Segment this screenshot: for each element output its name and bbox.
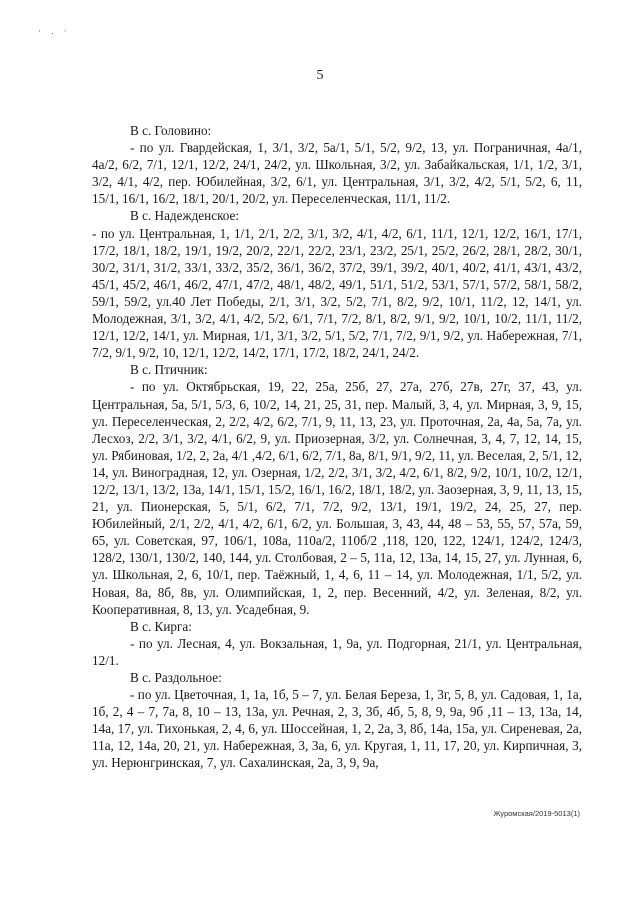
document-footer-code: Журомская/2019-5013(1) [493,809,580,818]
address-list-nadezhdenskoe: - по ул. Центральная, 1, 1/1, 2/1, 2/2, 3/1, 3/2, 4/1, 4/2, 6/1, 11/1, 12/1, 12/2, 16/1, 17/1, 17/2, 18/1, 18/2, 19/1, 19/2, 20/2, 22/1, 22/2, 23/1, 23/2, 25/1, 25/2, 26/2, 28/1, 28/2, 30/1, 30/2, 31/1, 31/2, 33/1, 33/2, 35/2, 36/1, 36/2, 37/2, 39/1, 39/2, 40/1, 40/2, 41/1, 43/1, 43/2, 45/1, 45/2, 46/1, 46/2, 47/1, 47/2, 48/1, 48/2, 49/1, 51/1, 51/2, 53/1, 57/1, 57/2, 58/1, 58/2, 59/1, 59/2, ул.40 Лет Победы, 2/1, 3/1, 3/2, 5/2, 7/1, 8/2, 9/2, 10/1, 11/2, 12, 14/1, ул. Молодежная, 3/1, 3/2, 4/1, 4/2, 5/2, 6/1, 7/1, 7/2, 8/1, 8/2, 9/1, 9/2, 10/1, 10/2, 11/1, 11/2, 12/1, 12/2, 14/1, ул. Мирная, 1/1, 3/1, 3/2, 5/1, 5/2, 7/1, 7/2, 9/1, 9/2, ул. Набережная, 7/1, 7/2, 9/1, 9/2, 10, 12/1, 12/2, 14/2, 17/1, 17/2, 18/2, 24/1, 24/2. [92,225,582,361]
scan-specks: · . · [38,26,71,36]
page-number: 5 [316,68,324,83]
document-body [92,122,582,772]
section-heading-nadezhdenskoe: В с. Надежденское: [130,208,240,224]
address-list-golovino: - по ул. Гвардейская, 1, 3/1, 3/2, 5а/1, 5/1, 5/2, 9/2, 13, ул. Пограничная, 4а/1, 4а/2, 6/2, 7/1, 12/1, 12/2, 24/1, 24/2, ул. Школьная, 3/2, ул. Забайкальская, 1/1, 1/2, 3/1, 3/2, 4/1, 4/2, пер. Юбилейная, 3/2, 6/1, ул. Центральная, 3/1, 3/2, 4/2, 5/1, 5/2, 6, 11, 15/1, 16/1, 16/2, 18/1, 20/1, 20/2, ул. Переселенческая, 11/1, 11/2. [92,140,582,207]
section-heading-golovino: В с. Головино: [130,123,212,138]
section-heading-razdolnoe: В с. Раздольное: [130,670,222,685]
section-heading-ptichnik: В с. Птичник: [130,362,208,378]
address-list-kirga: - по ул. Лесная, 4, ул. Вокзальная, 1, 9а, ул. Подгорная, 21/1, ул. Центральная, 12/1. [92,635,582,668]
address-list-razdolnoe: - по ул. Цветочная, 1, 1а, 1б, 5 – 7, ул. Белая Береза, 1, 3г, 5, 8, ул. Садовая, 1, 1а, 1б, 2, 4 – 7, 7а, 8, 10 – 13, 13а, ул. Речная, 2, 3, 3б, 4б, 5, 8, 9, 9а, 9б ,11 – 13, 13а, 14, 14а, 17, ул. Тихонькая, 2, 4, 6, ул. Шоссейная, 1, 2, 2а, 3, 8б, 14а, 15а, ул. Сиреневая, 2а, 11а, 12, 14а, 20, 21, ул. Набережная, 3, 3а, 6, ул. Кругая, 1, 11, 17, 20, ул. Кирпичная, 3, ул. Нерюнгринская, 7, ул. Сахалинская, 2а, 3, 9, 9а, [92,687,582,771]
section-heading-kirga: В с. Кирга: [130,618,192,634]
address-list-ptichnik: - по ул. Октябрьская, 19, 22, 25а, 25б, 27, 27а, 27б, 27в, 27г, 37, 43, ул. Центральная, 5а, 5/1, 5/3, 6, 10/2, 14, 21, 25, 31, пер. Малый, 3, 4, ул. Мирная, 3, 9, 15, ул. Переселенческая, 2, 2/2, 4/2, 6/2, 7/1, 9, 11, 13, 23, ул. Проточная, 2а, 4а, 5а, 7а, ул. Лесхоз, 2/2, 3/1, 3/2, 4/1, 6/2, 9, ул. Приозерная, 3/2, ул. Солнечная, 3, 4, 7, 12, 14, 15, ул. Рябиновая, 1/2, 2, 2а, 4/1 ,4/2, 6/1, 6/2, 7/1, 8а, 8/1, 9/1, 9/2, 11, ул. Веселая, 2, 5/1, 12, 14, ул. Виноградная, 12, ул. Озерная, 1/2, 2/2, 3/1, 3/2, 4/2, 6/1, 8/2, 9/2, 10/1, 10/2, 12/1, 12/2, 13/1, 13/2, 13а, 14/1, 15/1, 15/2, 16/1, 16/2, 18/1, 18/2, ул. Заозерная, 3, 9, 11, 13, 15, 21, ул. Пионерская, 5, 5/1, 6/2, 7/1, 7/2, 9/2, 13/1, 19/1, 19/2, 24, 25, 27, пер. Юбилейный, 2/1, 2/2, 4/1, 4/2, 6/1, 6/2, ул. Большая, 3, 43, 44, 48 – 53, 55, 57, 57а, 59, 65, ул. Советская, 97, 106/1, 108а, 110а/2, 110б/2 ,118, 120, 122, 124/1, 124/2, 124/3, 128/2, 130/1, 130/2, 140, 144, ул. Столбовая, 2 – 5, 11а, 12, 13а, 14, 15, 27, ул. Лунная, 6, ул. Школьная, 2, 6, 10/1, пер. Таёжный, 1, 4, 6, 11 – 14, ул. Молодежная, 1/1, 5/2, ул. Новая, 8а, 8б, 8в, ул. Олимпийская, 1, 2, пер. Весенний, 4/2, ул. Зеленая, 8/2, ул. Кооперативная, 8, 13, ул. Усадебная, 9. [92,379,582,617]
